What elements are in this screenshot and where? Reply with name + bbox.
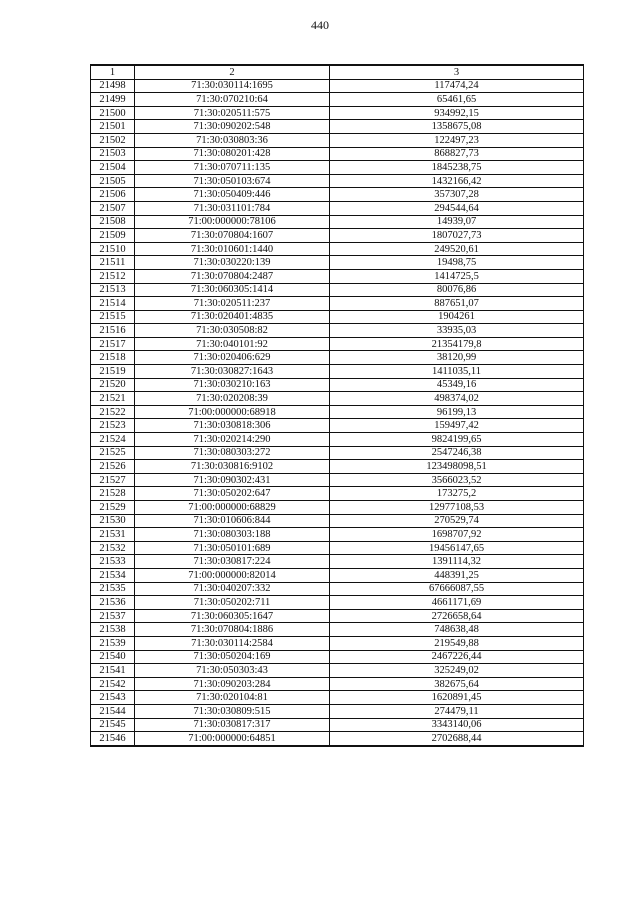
cadastral-number-cell: 71:30:070711:135 [135,161,330,175]
table-row [91,446,584,460]
row-number-cell: 21522 [91,405,135,419]
row-number-cell: 21525 [91,446,135,460]
table-row [91,188,584,202]
value-cell: 19498,75 [330,256,584,270]
cadastral-number-cell: 71:30:060305:1647 [135,609,330,623]
table-row [91,636,584,650]
cadastral-number-cell: 71:30:070804:1607 [135,229,330,243]
row-number-cell: 21539 [91,636,135,650]
cadastral-number-cell: 71:30:050101:689 [135,541,330,555]
table-row [91,351,584,365]
cadastral-number-cell: 71:30:030816:9102 [135,460,330,474]
row-number-cell: 21519 [91,365,135,379]
table-row [91,365,584,379]
cadastral-number-cell: 71:30:050409:446 [135,188,330,202]
table-row [91,419,584,433]
row-number-cell: 21507 [91,201,135,215]
row-number-cell: 21501 [91,120,135,134]
value-cell: 96199,13 [330,405,584,419]
value-cell: 934992,15 [330,106,584,120]
value-cell: 33935,03 [330,324,584,338]
row-number-cell: 21511 [91,256,135,270]
row-number-cell: 21503 [91,147,135,161]
column-header-3: 3 [330,65,584,79]
row-number-cell: 21524 [91,433,135,447]
value-cell: 4661171,69 [330,596,584,610]
table-row [91,732,584,746]
value-cell: 122497,23 [330,133,584,147]
row-number-cell: 21534 [91,568,135,582]
table-row [91,133,584,147]
value-cell: 2467226,44 [330,650,584,664]
row-number-cell: 21546 [91,732,135,746]
cadastral-number-cell: 71:30:030827:1643 [135,365,330,379]
row-number-cell: 21523 [91,419,135,433]
value-cell: 1698707,92 [330,528,584,542]
row-number-cell: 21509 [91,229,135,243]
row-number-cell: 21527 [91,473,135,487]
value-cell: 9824199,65 [330,433,584,447]
table-row [91,514,584,528]
value-cell: 12977108,53 [330,501,584,515]
value-cell: 1414725,5 [330,269,584,283]
table-row [91,337,584,351]
table-row [91,541,584,555]
table-row [91,392,584,406]
cadastral-number-cell: 71:30:020406:629 [135,351,330,365]
value-cell: 294544,64 [330,201,584,215]
table-row [91,93,584,107]
value-cell: 173275,2 [330,487,584,501]
table-row [91,528,584,542]
row-number-cell: 21538 [91,623,135,637]
row-number-cell: 21533 [91,555,135,569]
value-cell: 1432166,42 [330,174,584,188]
cadastral-number-cell: 71:30:090302:431 [135,473,330,487]
cadastral-number-cell: 71:30:030114:2584 [135,636,330,650]
table-row [91,473,584,487]
value-cell: 1807027,73 [330,229,584,243]
table-row [91,161,584,175]
row-number-cell: 21506 [91,188,135,202]
page-number: 440 [311,18,329,32]
value-cell: 887651,07 [330,297,584,311]
table-row [91,324,584,338]
value-cell: 382675,64 [330,677,584,691]
row-number-cell: 21505 [91,174,135,188]
cadastral-number-cell: 71:30:030817:317 [135,718,330,732]
table-row [91,269,584,283]
value-cell: 117474,24 [330,79,584,93]
value-cell: 2547246,38 [330,446,584,460]
table-row [91,460,584,474]
column-header-1: 1 [91,65,135,79]
value-cell: 67666087,55 [330,582,584,596]
value-cell: 1620891,45 [330,691,584,705]
cadastral-number-cell: 71:30:030220:139 [135,256,330,270]
cadastral-number-cell: 71:30:050303:43 [135,664,330,678]
value-cell: 219549,88 [330,636,584,650]
row-number-cell: 21515 [91,310,135,324]
value-cell: 45349,16 [330,378,584,392]
table-row [91,487,584,501]
row-number-cell: 21535 [91,582,135,596]
table-row [91,596,584,610]
cadastral-number-cell: 71:00:000000:68918 [135,405,330,419]
row-number-cell: 21532 [91,541,135,555]
table-row [91,297,584,311]
cadastral-number-cell: 71:30:020208:39 [135,392,330,406]
value-cell: 21354179,8 [330,337,584,351]
column-header-2: 2 [135,65,330,79]
table-row [91,501,584,515]
cadastral-number-cell: 71:30:040207:332 [135,582,330,596]
cadastral-number-cell: 71:30:080201:428 [135,147,330,161]
value-cell: 3343140,06 [330,718,584,732]
table-row [91,174,584,188]
cadastral-number-cell: 71:30:050202:647 [135,487,330,501]
cadastral-number-cell: 71:30:090203:284 [135,677,330,691]
row-number-cell: 21540 [91,650,135,664]
cadastral-number-cell: 71:00:000000:68829 [135,501,330,515]
row-number-cell: 21531 [91,528,135,542]
value-cell: 80076,86 [330,283,584,297]
cadastral-number-cell: 71:30:080303:272 [135,446,330,460]
row-number-cell: 21513 [91,283,135,297]
row-number-cell: 21517 [91,337,135,351]
cadastral-number-cell: 71:30:070210:64 [135,93,330,107]
cadastral-number-cell: 71:00:000000:78106 [135,215,330,229]
row-number-cell: 21500 [91,106,135,120]
cadastral-number-cell: 71:30:010601:1440 [135,242,330,256]
value-cell: 868827,73 [330,147,584,161]
cadastral-number-cell: 71:30:050103:674 [135,174,330,188]
table-row [91,609,584,623]
table-row [91,582,584,596]
value-cell: 1411035,11 [330,365,584,379]
cadastral-number-cell: 71:30:020511:575 [135,106,330,120]
cadastral-number-cell: 71:30:020511:237 [135,297,330,311]
cadastral-number-cell: 71:30:040101:92 [135,337,330,351]
cadastral-number-cell: 71:30:030803:36 [135,133,330,147]
cadastral-number-cell: 71:30:050202:711 [135,596,330,610]
table-row [91,555,584,569]
row-number-cell: 21516 [91,324,135,338]
value-cell: 3566023,52 [330,473,584,487]
table-row [91,691,584,705]
table-row [91,664,584,678]
row-number-cell: 21514 [91,297,135,311]
row-number-cell: 21512 [91,269,135,283]
value-cell: 448391,25 [330,568,584,582]
row-number-cell: 21526 [91,460,135,474]
row-number-cell: 21521 [91,392,135,406]
registry-table [90,64,584,747]
row-number-cell: 21536 [91,596,135,610]
cadastral-number-cell: 71:30:030114:1695 [135,79,330,93]
value-cell: 1391114,32 [330,555,584,569]
table-row [91,256,584,270]
value-cell: 1904261 [330,310,584,324]
row-number-cell: 21542 [91,677,135,691]
row-number-cell: 21520 [91,378,135,392]
table-row [91,310,584,324]
value-cell: 498374,02 [330,392,584,406]
value-cell: 274479,11 [330,704,584,718]
cadastral-number-cell: 71:00:000000:64851 [135,732,330,746]
table-header-row [91,65,584,79]
value-cell: 325249,02 [330,664,584,678]
table-row [91,650,584,664]
row-number-cell: 21541 [91,664,135,678]
cadastral-number-cell: 71:30:020104:81 [135,691,330,705]
cadastral-number-cell: 71:30:070804:2487 [135,269,330,283]
cadastral-number-cell: 71:30:030809:515 [135,704,330,718]
cadastral-number-cell: 71:30:031101:784 [135,201,330,215]
row-number-cell: 21499 [91,93,135,107]
row-number-cell: 21530 [91,514,135,528]
table-row [91,568,584,582]
value-cell: 65461,65 [330,93,584,107]
row-number-cell: 21537 [91,609,135,623]
row-number-cell: 21545 [91,718,135,732]
cadastral-number-cell: 71:00:000000:82014 [135,568,330,582]
value-cell: 159497,42 [330,419,584,433]
cadastral-number-cell: 71:30:070804:1886 [135,623,330,637]
value-cell: 1845238,75 [330,161,584,175]
cadastral-number-cell: 71:30:080303:188 [135,528,330,542]
table-row [91,283,584,297]
cadastral-number-cell: 71:30:020214:290 [135,433,330,447]
row-number-cell: 21508 [91,215,135,229]
cadastral-number-cell: 71:30:090202:548 [135,120,330,134]
table-row [91,677,584,691]
cadastral-number-cell: 71:30:030210:163 [135,378,330,392]
cadastral-number-cell: 71:30:030818:306 [135,419,330,433]
value-cell: 1358675,08 [330,120,584,134]
table-row [91,229,584,243]
row-number-cell: 21510 [91,242,135,256]
value-cell: 38120,99 [330,351,584,365]
table-row [91,106,584,120]
table-row [91,378,584,392]
table-row [91,242,584,256]
table-body [91,79,584,746]
value-cell: 14939,07 [330,215,584,229]
row-number-cell: 21504 [91,161,135,175]
table-row [91,433,584,447]
row-number-cell: 21544 [91,704,135,718]
value-cell: 249520,61 [330,242,584,256]
table-row [91,120,584,134]
row-number-cell: 21543 [91,691,135,705]
cadastral-number-cell: 71:30:050204:169 [135,650,330,664]
value-cell: 748638,48 [330,623,584,637]
value-cell: 270529,74 [330,514,584,528]
row-number-cell: 21498 [91,79,135,93]
table-row [91,704,584,718]
value-cell: 19456147,65 [330,541,584,555]
value-cell: 2702688,44 [330,732,584,746]
cadastral-number-cell: 71:30:030508:82 [135,324,330,338]
cadastral-number-cell: 71:30:010606:844 [135,514,330,528]
table-row [91,147,584,161]
table-row [91,79,584,93]
value-cell: 123498098,51 [330,460,584,474]
table-row [91,405,584,419]
row-number-cell: 21518 [91,351,135,365]
cadastral-number-cell: 71:30:030817:224 [135,555,330,569]
cadastral-number-cell: 71:30:060305:1414 [135,283,330,297]
table-row [91,718,584,732]
row-number-cell: 21502 [91,133,135,147]
table-row [91,215,584,229]
cadastral-number-cell: 71:30:020401:4835 [135,310,330,324]
row-number-cell: 21529 [91,501,135,515]
value-cell: 2726658,64 [330,609,584,623]
row-number-cell: 21528 [91,487,135,501]
table-row [91,201,584,215]
value-cell: 357307,28 [330,188,584,202]
table-row [91,623,584,637]
